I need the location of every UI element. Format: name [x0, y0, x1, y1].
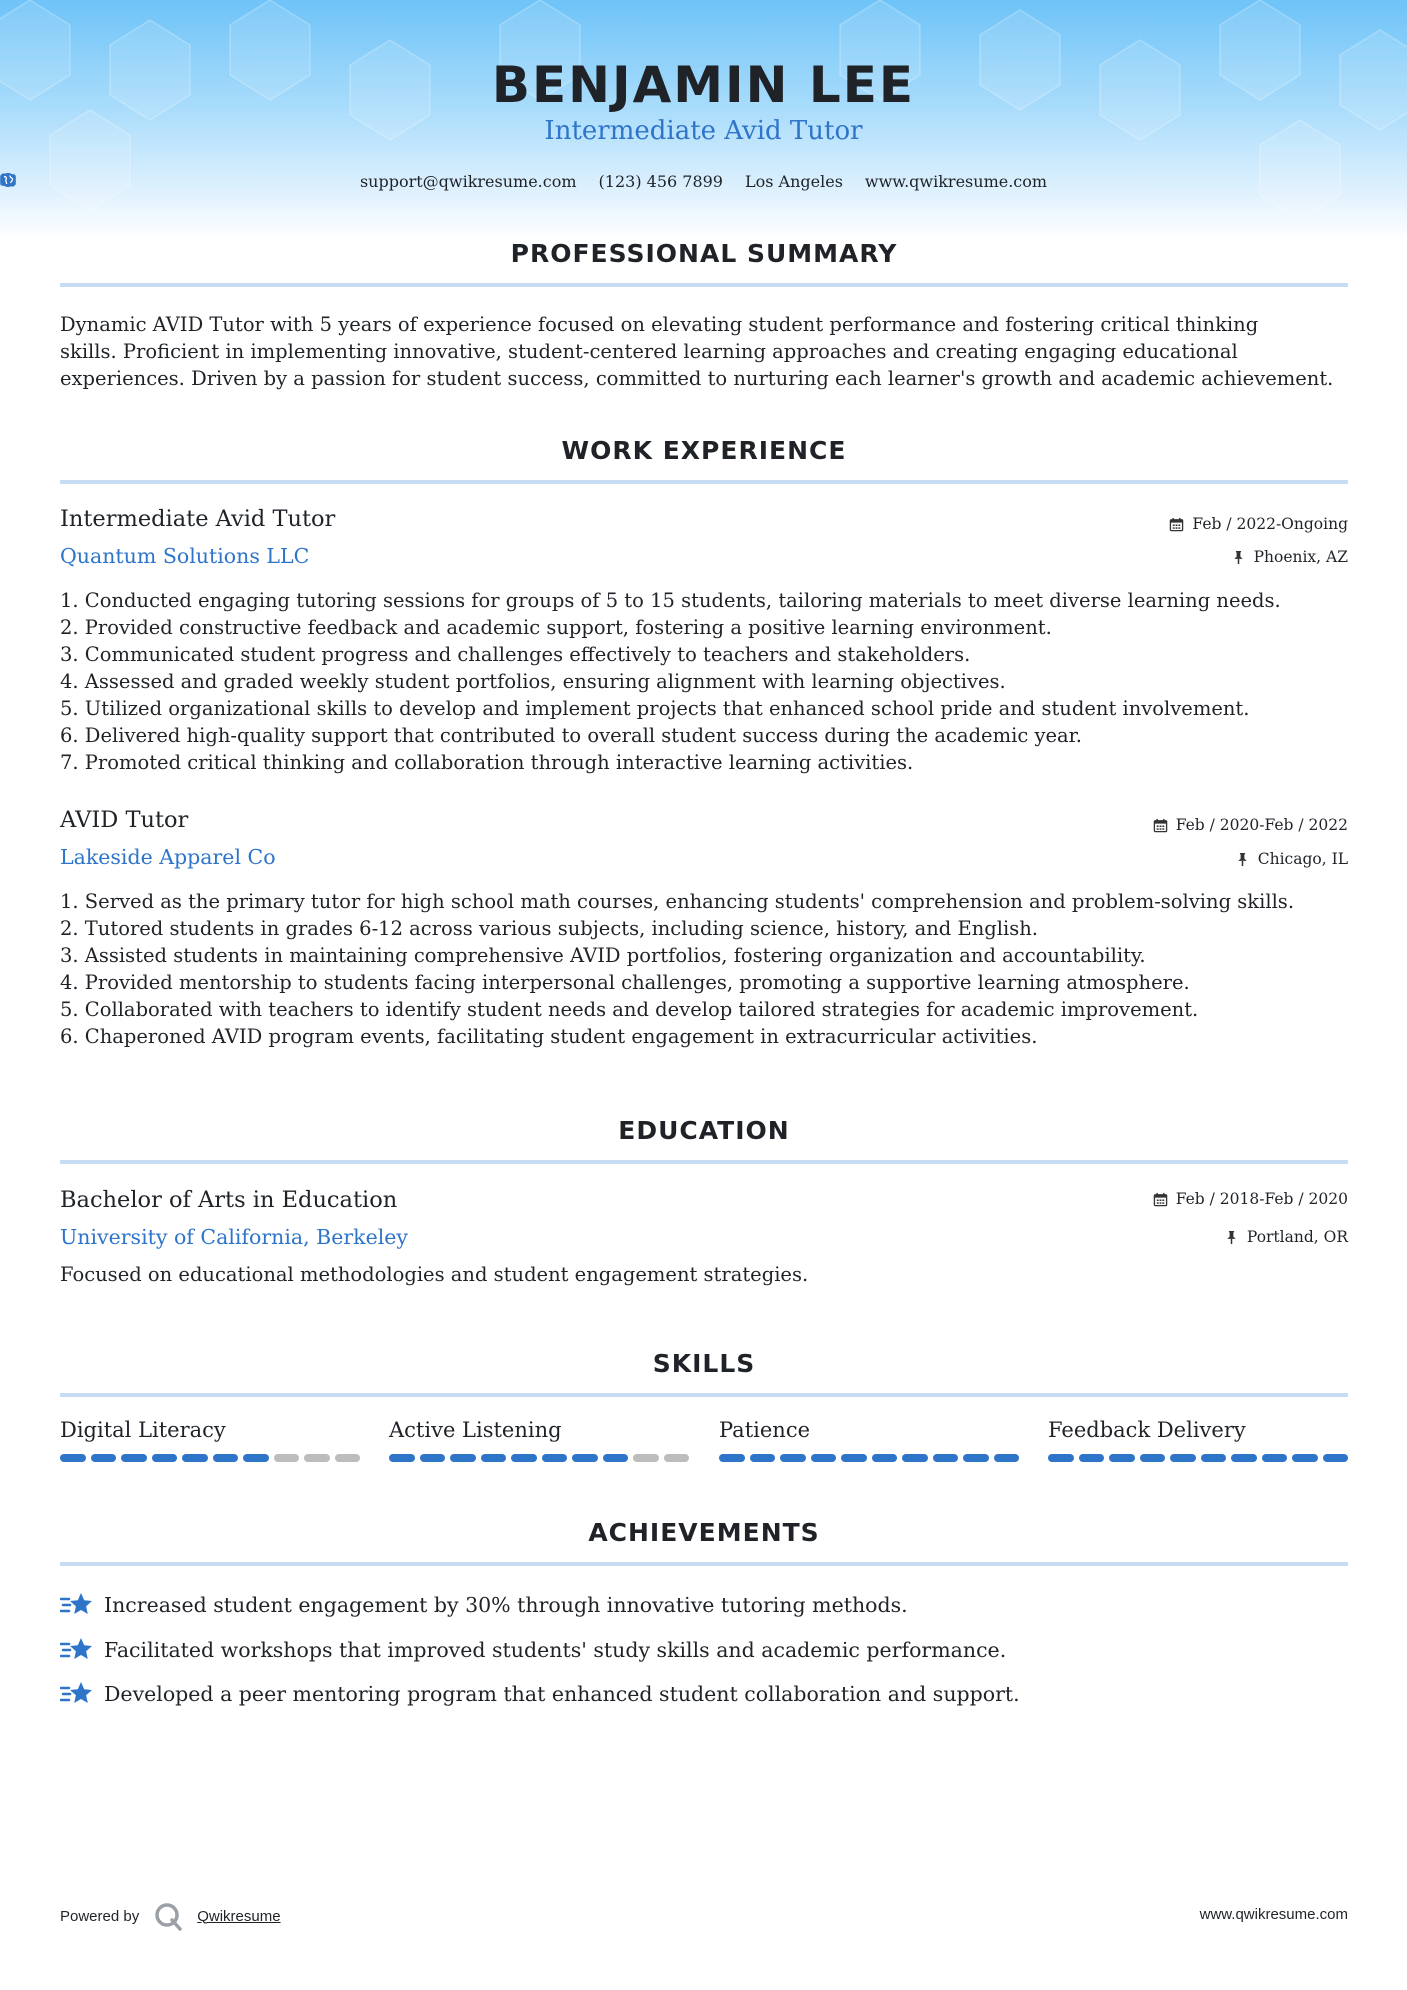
candidate-role: Intermediate Avid Tutor	[544, 116, 863, 146]
dates-text: Feb / 2022-Ongoing	[1192, 515, 1348, 533]
summary-line: Dynamic AVID Tutor with 5 years of experience focused on elevating student performance and fostering critical thinking	[60, 313, 1259, 336]
section-divider	[60, 1562, 1348, 1566]
list-item: 7. Promoted critical thinking and collaboration through interactive learning activities.	[60, 751, 914, 774]
skill-segment-filled	[841, 1454, 867, 1462]
skill-segment-filled	[481, 1454, 507, 1462]
list-item: 4. Provided mentorship to students facing interpersonal challenges, promoting a supportive learning atmosphere.	[60, 971, 1190, 994]
skill-segment-filled	[1231, 1454, 1257, 1462]
skill-name: Active Listening	[389, 1418, 562, 1442]
summary-line: experiences. Driven by a passion for student success, committed to nurturing each learner's growth and academic achievement.	[60, 367, 1334, 390]
phone-text: (123) 456 7899	[598, 172, 723, 191]
qwikresume-link[interactable]: Qwikresume	[197, 1907, 281, 1925]
skill-segment-filled	[1262, 1454, 1288, 1462]
section-divider	[60, 1393, 1348, 1397]
achievement-text: Developed a peer mentoring program that enhanced student collaboration and support.	[104, 1682, 1020, 1706]
education-location	[1224, 1228, 1348, 1246]
skill-segment-filled	[542, 1454, 568, 1462]
star-icon	[60, 1636, 94, 1664]
skill-name: Feedback Delivery	[1048, 1418, 1246, 1442]
footer-website[interactable]: www.qwikresume.com	[1199, 1906, 1348, 1923]
skill-segment-filled	[872, 1454, 898, 1462]
list-item: 1. Conducted engaging tutoring sessions for groups of 5 to 15 students, tailoring materials to meet diverse learning needs.	[60, 589, 1281, 612]
star-icon	[60, 1680, 94, 1708]
list-item: 6. Delivered high-quality support that contributed to overall student success during the academic year.	[60, 724, 1083, 747]
section-title-experience: WORK EXPERIENCE	[561, 436, 847, 465]
job-title: Intermediate Avid Tutor	[60, 506, 336, 532]
job-dates	[1169, 515, 1348, 533]
skill-segment-filled	[91, 1454, 117, 1462]
skill-segment-filled	[1079, 1454, 1105, 1462]
dates-text: Feb / 2020-Feb / 2022	[1175, 816, 1348, 834]
skill-segment-filled	[213, 1454, 239, 1462]
skill-segment-filled	[719, 1454, 745, 1462]
skill-segment-empty	[633, 1454, 659, 1462]
globe-icon	[0, 172, 16, 188]
location-text: Chicago, IL	[1257, 850, 1348, 868]
contact-phone[interactable]	[599, 172, 723, 191]
skill-level-bar	[719, 1454, 1019, 1462]
skill-segment-filled	[811, 1454, 837, 1462]
location-text: Portland, OR	[1246, 1228, 1348, 1246]
header-banner	[0, 0, 1407, 240]
section-divider	[60, 283, 1348, 287]
school-name: University of California, Berkeley	[60, 1225, 408, 1249]
location-text: Phoenix, AZ	[1253, 548, 1348, 566]
skill-segment-filled	[1140, 1454, 1166, 1462]
skill-segment-empty	[664, 1454, 690, 1462]
achievement-item	[60, 1680, 1020, 1708]
section-divider	[60, 480, 1348, 484]
candidate-name: BENJAMIN LEE	[491, 56, 916, 114]
section-title-skills: SKILLS	[652, 1349, 756, 1378]
skill-segment-filled	[994, 1454, 1020, 1462]
achievement-item	[60, 1591, 908, 1619]
list-item: 6. Chaperoned AVID program events, facilitating student engagement in extracurricular activities.	[60, 1025, 1038, 1048]
skill-segment-filled	[933, 1454, 959, 1462]
skill-level-bar	[1048, 1454, 1348, 1462]
contact-website[interactable]	[865, 172, 1047, 191]
email-text: support@qwikresume.com	[359, 172, 577, 191]
skill-segment-filled	[182, 1454, 208, 1462]
skill-segment-filled	[152, 1454, 178, 1462]
section-title-summary: PROFESSIONAL SUMMARY	[510, 239, 898, 268]
skill-segment-filled	[1292, 1454, 1318, 1462]
education-description: Focused on educational methodologies and student engagement strategies.	[60, 1263, 809, 1286]
skill-segment-filled	[963, 1454, 989, 1462]
skill-item	[389, 1418, 689, 1462]
list-item: 5. Collaborated with teachers to identify student needs and develop tailored strategies for academic improvement.	[60, 998, 1199, 1021]
job-company: Quantum Solutions LLC	[60, 544, 310, 568]
pushpin-icon	[1224, 1230, 1239, 1245]
skill-segment-filled	[1048, 1454, 1074, 1462]
job-title: AVID Tutor	[60, 807, 189, 833]
duty-list	[60, 587, 1360, 776]
list-item: 4. Assessed and graded weekly student portfolios, ensuring alignment with learning objectives.	[60, 670, 1006, 693]
achievement-text: Increased student engagement by 30% through innovative tutoring methods.	[104, 1593, 908, 1617]
contact-bar	[0, 172, 1407, 191]
list-item: 5. Utilized organizational skills to develop and implement projects that enhanced school pride and student involvement.	[60, 697, 1250, 720]
contact-email[interactable]	[360, 172, 577, 191]
skill-segment-filled	[603, 1454, 629, 1462]
skill-level-bar	[389, 1454, 689, 1462]
degree-title: Bachelor of Arts in Education	[60, 1187, 398, 1213]
skill-segment-filled	[780, 1454, 806, 1462]
calendar-icon	[1169, 517, 1184, 532]
contact-location	[745, 172, 843, 191]
skill-name: Digital Literacy	[60, 1418, 226, 1442]
list-item: 2. Provided constructive feedback and academic support, fostering a positive learning environment.	[60, 616, 1052, 639]
skill-segment-empty	[304, 1454, 330, 1462]
skill-segment-filled	[1323, 1454, 1349, 1462]
pushpin-icon	[1235, 852, 1250, 867]
calendar-icon	[1153, 1192, 1168, 1207]
skill-segment-filled	[60, 1454, 86, 1462]
skill-segment-filled	[243, 1454, 269, 1462]
skill-item	[60, 1418, 360, 1462]
list-item: 3. Assisted students in maintaining comprehensive AVID portfolios, fostering organization and accountability.	[60, 944, 1146, 967]
qwikresume-logo-icon	[153, 1901, 183, 1931]
list-item: 2. Tutored students in grades 6-12 across various subjects, including science, history, and English.	[60, 917, 1038, 940]
website-text: www.qwikresume.com	[864, 172, 1048, 191]
duty-list	[60, 888, 1360, 1050]
powered-by-label: Powered by	[60, 1907, 140, 1925]
skill-segment-filled	[389, 1454, 415, 1462]
job-company: Lakeside Apparel Co	[60, 845, 276, 869]
footer-powered-by	[60, 1901, 281, 1931]
job-location	[1235, 850, 1348, 868]
calendar-icon	[1153, 818, 1168, 833]
star-icon	[60, 1591, 94, 1619]
section-title-education: EDUCATION	[618, 1116, 790, 1145]
skill-level-bar	[60, 1454, 360, 1462]
education-dates	[1153, 1190, 1348, 1208]
pushpin-icon	[1231, 550, 1246, 565]
skill-segment-filled	[1201, 1454, 1227, 1462]
skill-item	[719, 1418, 1019, 1462]
skill-segment-filled	[511, 1454, 537, 1462]
list-item: 1. Served as the primary tutor for high school math courses, enhancing students' comprehension and problem-solving skills.	[60, 890, 1295, 913]
achievement-text: Facilitated workshops that improved students' study skills and academic performance.	[104, 1638, 1007, 1662]
list-item: 3. Communicated student progress and challenges effectively to teachers and stakeholders.	[60, 643, 971, 666]
dates-text: Feb / 2018-Feb / 2020	[1175, 1190, 1348, 1208]
summary-line: skills. Proficient in implementing innovative, student-centered learning approaches and creating engaging educational	[60, 340, 1238, 363]
skill-segment-filled	[1109, 1454, 1135, 1462]
summary-text	[60, 311, 1350, 392]
skill-segment-filled	[572, 1454, 598, 1462]
section-title-achievements: ACHIEVEMENTS	[588, 1518, 820, 1547]
job-dates	[1153, 816, 1348, 834]
skill-name: Patience	[719, 1418, 811, 1442]
skill-segment-filled	[121, 1454, 147, 1462]
skill-segment-filled	[420, 1454, 446, 1462]
skill-segment-empty	[274, 1454, 300, 1462]
section-divider	[60, 1160, 1348, 1164]
skill-segment-empty	[335, 1454, 361, 1462]
skill-segment-filled	[750, 1454, 776, 1462]
skill-segment-filled	[1170, 1454, 1196, 1462]
job-location	[1231, 548, 1348, 566]
location-text: Los Angeles	[744, 172, 843, 191]
skill-segment-filled	[450, 1454, 476, 1462]
achievement-item	[60, 1636, 1006, 1664]
skill-segment-filled	[902, 1454, 928, 1462]
skill-item	[1048, 1418, 1348, 1462]
